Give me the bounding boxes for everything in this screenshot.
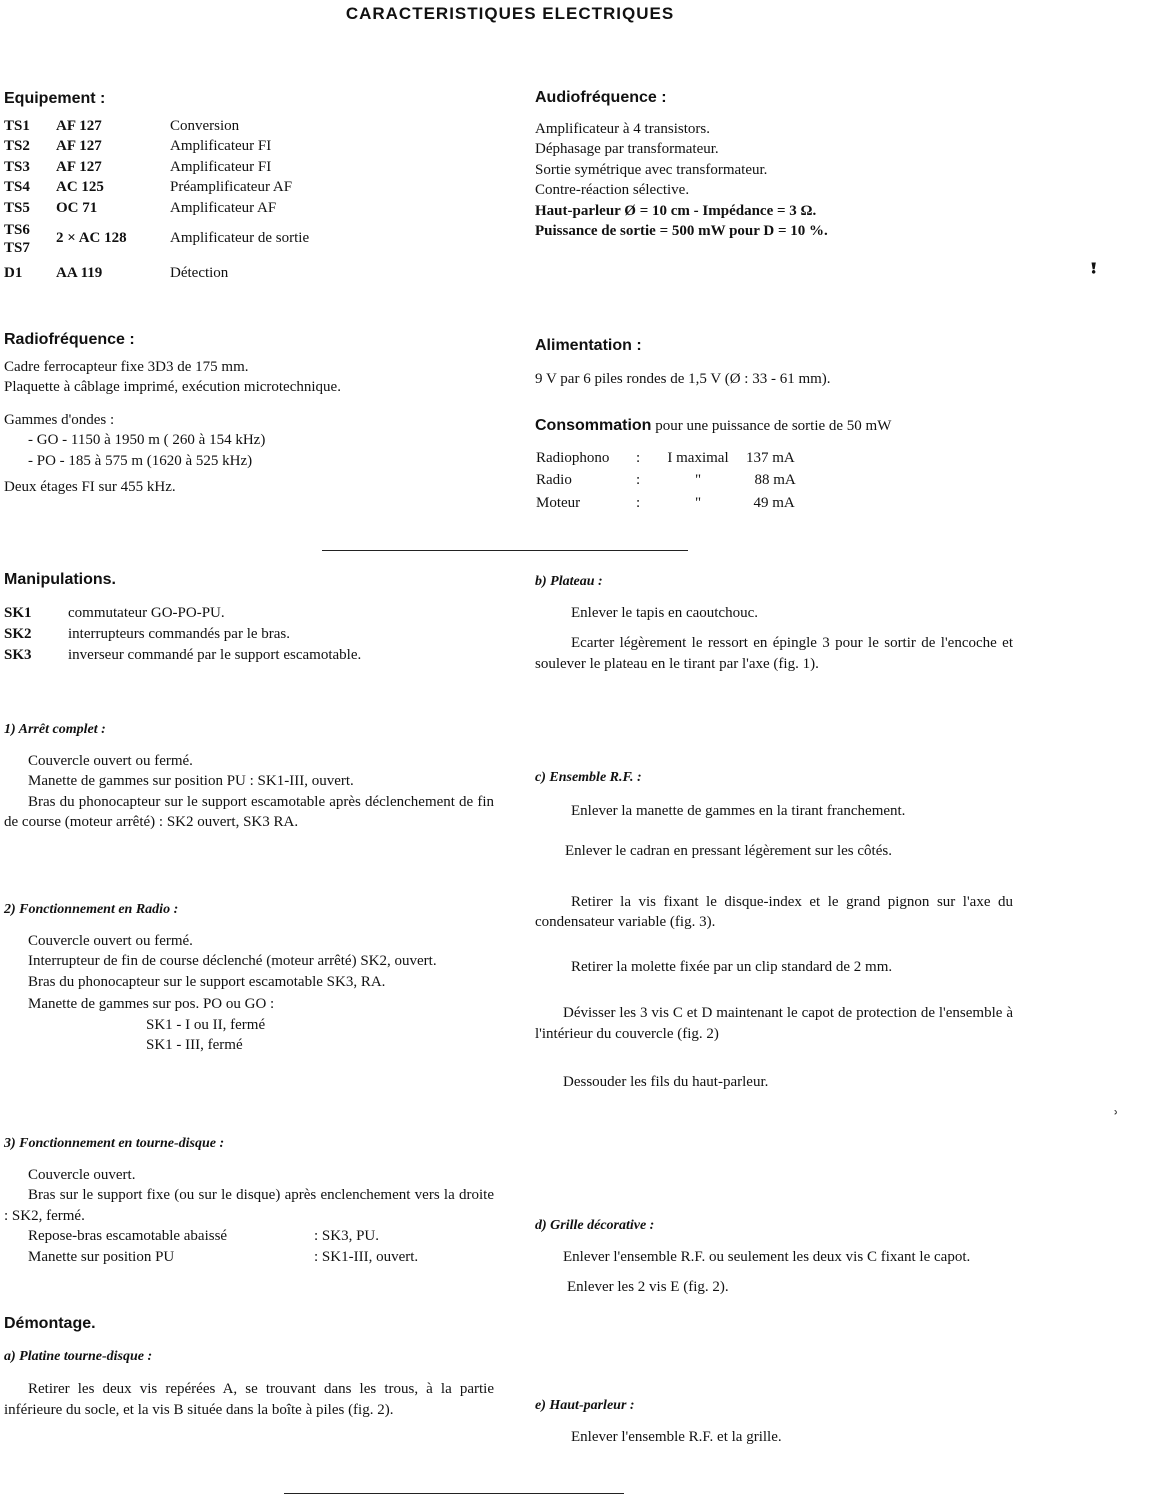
manipulations-section (4, 570, 494, 666)
audio-section: Audiofréquence : Amplificateur à 4 transistors. Déphasage par transformateur. Sortie symétrique avec transformateur. Contre-réaction sélective. Haut-parleur Ø = 10 cm - Impédance = 3 Ω. Puissance de sortie = 500 mW pour D = 10 %. (535, 88, 1013, 242)
divider-rule (322, 550, 688, 551)
radio-heading: 2) Fonctionnement en Radio : (4, 902, 179, 917)
audio-heading: Audiofréquence : (535, 89, 667, 106)
demontage-section: Démontage. a) Platine tourne-disque : Retirer les deux vis repérées A, se trouvant dans les trous, à la partie inférieure du socle, et la vis B située dans la boîte à piles (fig. 2). (4, 1315, 494, 1418)
radiofrequence-section: Radiofréquence : Cadre ferrocapteur fixe 3D3 de 175 mm. Plaquette à câblage imprimé, exécution microtechnique. Gammes d'ondes : - GO - 1150 à 1950 m ( 260 à 154 kHz) - PO - 185 à 575 m (1620 à 525 kHz) Deux étages FI sur 455 kHz. (4, 330, 494, 498)
table-row: D1 AA 119 Détection (4, 265, 229, 281)
arret-heading: 1) Arrêt complet : (4, 722, 106, 737)
tourne-heading: 3) Fonctionnement en tourne-disque : (4, 1136, 225, 1151)
table-row: Radiophono : I maximal 137 mA (536, 449, 795, 466)
grille-section: d) Grille décorative : Enlever l'ensemble R.F. ou seulement les deux vis C fixant le capot. Enlever les 2 vis E (fig. 2). (535, 1216, 1013, 1298)
table-row: Moteur : " 49 mA (536, 494, 795, 511)
page-title: CARACTERISTIQUES ELECTRIQUES (345, 4, 675, 23)
equipement-table (4, 116, 309, 289)
tourne-section: 3) Fonctionnement en tourne-disque : Couvercle ouvert. Bras sur le support fixe (ou sur le disque) après enclenchement vers la droite : SK2, fermé. Repose-bras escamotable abaissé : SK3, PU. Manette sur position PU : SK1-III, ouvert. (4, 1136, 494, 1265)
table-row: TS5 OC 71 Amplificateur AF (4, 199, 277, 216)
haut-parleur-section: e) Haut-parleur : Enlever l'ensemble R.F. et la grille. (535, 1396, 1013, 1447)
ensemble-heading: c) Ensemble R.F. : (535, 770, 642, 785)
radio-section: 2) Fonctionnement en Radio : Couvercle ouvert ou fermé. Interrupteur de fin de course déclenché (moteur arrêté) SK2, ouvert. Bras du phonocapteur sur le support escamotable SK3, RA. Manette de gammes sur pos. PO ou GO : SK1 - I ou II, fermé SK1 - III, fermé (4, 900, 494, 1056)
scan-mark: ꜝ (1090, 262, 1098, 287)
divider-rule-bottom (284, 1493, 624, 1494)
radiofrequence-heading: Radiofréquence : (4, 331, 135, 348)
table-row: TS1 AF 127 Conversion (4, 117, 240, 134)
grille-heading: d) Grille décorative : (535, 1218, 655, 1233)
consommation-table (535, 447, 796, 515)
sk-table (4, 603, 361, 666)
table-row: SK2 interrupteurs commandés par le bras. (4, 625, 291, 642)
table-row: Radio : " 88 mA (536, 472, 796, 488)
plateau-section: b) Plateau : Enlever le tapis en caoutchouc. Ecarter légèrement le ressort en épingle 3 pour le sortir de l'encoche et soulever le plateau en le tirant par l'axe (fig. 1). (535, 574, 1013, 672)
table-row: TS2 AF 127 Amplificateur FI (4, 138, 272, 155)
scan-mark: ʾ (1112, 1106, 1120, 1131)
table-row: SK3 inverseur commandé par le support escamotable. (4, 646, 362, 663)
consommation-heading: Consommation (535, 417, 652, 434)
equipement-heading: Equipement : (4, 90, 106, 107)
alimentation-section: Alimentation : 9 V par 6 piles rondes de 1,5 V (Ø : 33 - 61 mm). (535, 336, 1013, 389)
consommation-section: Consommation pour une puissance de sortie de 50 mW Radiophono : I maximal 137 mA Radio : " 88 mA Moteur : " 49 mA (535, 416, 1013, 514)
equipement-section (4, 90, 494, 289)
manipulations-heading: Manipulations. (4, 571, 116, 588)
platine-heading: a) Platine tourne-disque : (4, 1348, 153, 1364)
table-row: TS6 TS7 2 × AC 128 Amplificateur de sortie (4, 221, 310, 256)
demontage-heading: Démontage. (4, 1315, 96, 1332)
alimentation-heading: Alimentation : (535, 337, 642, 354)
haut-parleur-heading: e) Haut-parleur : (535, 1398, 635, 1413)
arret-section: 1) Arrêt complet : Couvercle ouvert ou fermé. Manette de gammes sur position PU : SK1-III, ouvert. Bras du phonocapteur sur le support escamotable après déclenchement de fin de course (moteur arrêté) : SK2 ouvert, SK3 RA. (4, 722, 494, 830)
table-row: TS3 AF 127 Amplificateur FI (4, 158, 272, 175)
table-row: SK1 commutateur GO-PO-PU. (4, 604, 225, 621)
ensemble-rf-section: c) Ensemble R.F. : Enlever la manette de gammes en la tirant franchement. Enlever le cadran en pressant légèrement sur les côtés. Retirer la vis fixant le disque-index et le grand pignon sur l'axe du condensateur variable (fig. 3). Retirer la molette fixée par un clip standard de 2 mm. Dévisser les 3 vis C et D maintenant le capot de protection de l'ensemble à l'intérieur du couvercle (fig. 2) Dessouder les fils du haut-parleur. (535, 770, 1013, 1090)
table-row: TS4 AC 125 Préamplificateur AF (4, 179, 293, 196)
plateau-heading: b) Plateau : (535, 574, 603, 589)
